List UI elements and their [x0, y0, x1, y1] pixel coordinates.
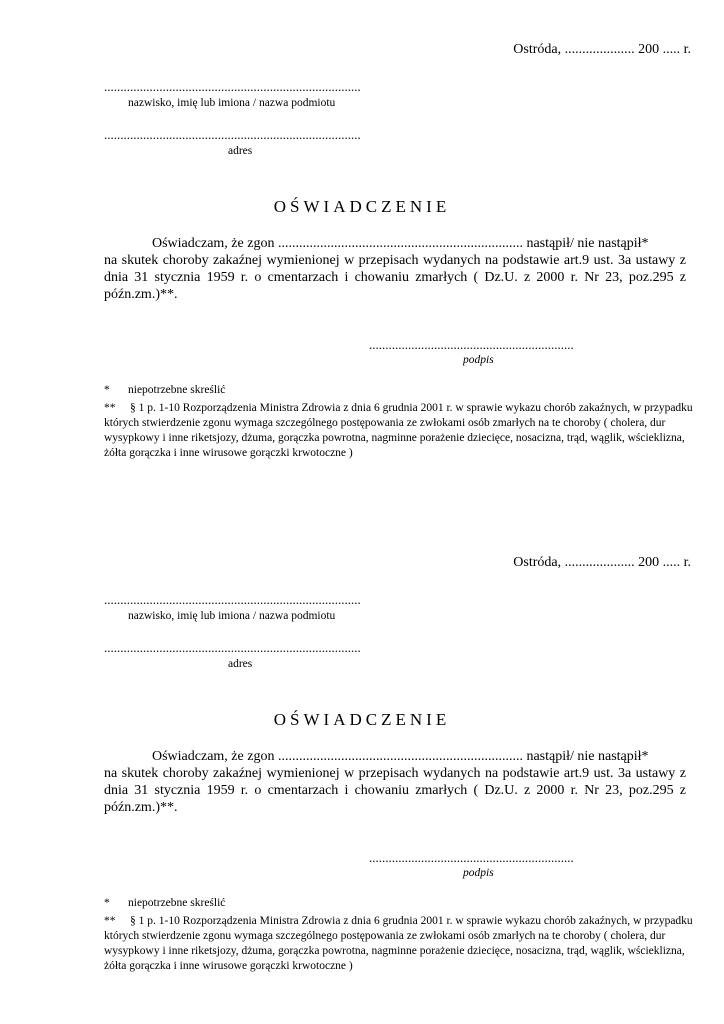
footnote-1	[104, 897, 225, 909]
address-field-caption: adres	[228, 658, 253, 670]
declaration-first-line: Oświadczam, że zgon ...................................................................... nastąpił/ nie nastąpił*	[152, 236, 649, 251]
declaration-first-line: Oświadczam, że zgon ...................................................................... nastąpił/ nie nastąpił*	[152, 749, 649, 764]
footnote-2-text: § 1 p. 1-10 Rozporządzenia Ministra Zdrowia z dnia 6 grudnia 2001 r. w sprawie wykazu chorób zakaźnych, w przypadku których stwierdzenie zgonu wymaga szczególnego postępowania ze zwłokami osób zmarłych na te choroby ( cholera, dur wysypkowy i inne riketsjozy, dżuma, gorączka powrotna, nagminne porażenie dziecięce, nosacizna, trąd, wąglik, wścieklizna, żółta gorączka i inne wirusowe gorączki krwotoczne )	[104, 915, 693, 972]
name-field-caption: nazwisko, imię lub imiona / nazwa podmiotu	[128, 610, 336, 622]
document-title: OŚWIADCZENIE	[273, 197, 451, 216]
footnote-1-text: niepotrzebne skreślić	[128, 897, 226, 909]
footnote-2	[104, 914, 694, 974]
signature-line: ...............................................................	[369, 850, 574, 865]
address-field-line: ...............................................................................	[104, 640, 361, 655]
declaration-text: na skutek choroby zakaźnej wymienionej w przepisach wydanych na podstawie art.9 ust. 3a ustawy z dnia 31 stycznia 1959 r. o cmentarzach i chowaniu zmarłych ( Dz.U. z 2000 r. Nr 23, poz.295 z późn.zm.)**.	[104, 766, 686, 815]
date-line: Ostróda, .................... 200 ..... r.	[513, 555, 691, 570]
name-field-line: ...............................................................................	[104, 79, 361, 94]
name-field-caption: nazwisko, imię lub imiona / nazwa podmiotu	[128, 97, 336, 109]
declaration-text: na skutek choroby zakaźnej wymienionej w przepisach wydanych na podstawie art.9 ust. 3a ustawy z dnia 31 stycznia 1959 r. o cmentarzach i chowaniu zmarłych ( Dz.U. z 2000 r. Nr 23, poz.295 z późn.zm.)**.	[104, 253, 686, 302]
footnote-2-mark: **	[104, 402, 116, 414]
document-title: OŚWIADCZENIE	[273, 710, 451, 729]
signature-line: ...............................................................	[369, 337, 574, 352]
address-field-caption: adres	[228, 145, 253, 157]
footnote-2-text: § 1 p. 1-10 Rozporządzenia Ministra Zdrowia z dnia 6 grudnia 2001 r. w sprawie wykazu chorób zakaźnych, w przypadku których stwierdzenie zgonu wymaga szczególnego postępowania ze zwłokami osób zmarłych na te choroby ( cholera, dur wysypkowy i inne riketsjozy, dżuma, gorączka powrotna, nagminne porażenie dziecięce, nosacizna, trąd, wąglik, wścieklizna, żółta gorączka i inne wirusowe gorączki krwotoczne )	[104, 402, 693, 459]
signature-label: podpis	[463, 867, 494, 879]
footnote-1-mark: *	[104, 897, 110, 909]
footnote-2	[104, 401, 694, 461]
declaration-body	[104, 235, 686, 303]
declaration-form-1	[0, 0, 724, 500]
signature-label: podpis	[463, 354, 494, 366]
address-field-line: ...............................................................................	[104, 127, 361, 142]
declaration-form-2	[0, 513, 724, 1013]
footnote-1	[104, 384, 225, 396]
footnote-1-text: niepotrzebne skreślić	[128, 384, 226, 396]
date-line: Ostróda, .................... 200 ..... r.	[513, 42, 691, 57]
name-field-line: ...............................................................................	[104, 592, 361, 607]
footnote-2-mark: **	[104, 915, 116, 927]
declaration-body	[104, 748, 686, 816]
footnote-1-mark: *	[104, 384, 110, 396]
